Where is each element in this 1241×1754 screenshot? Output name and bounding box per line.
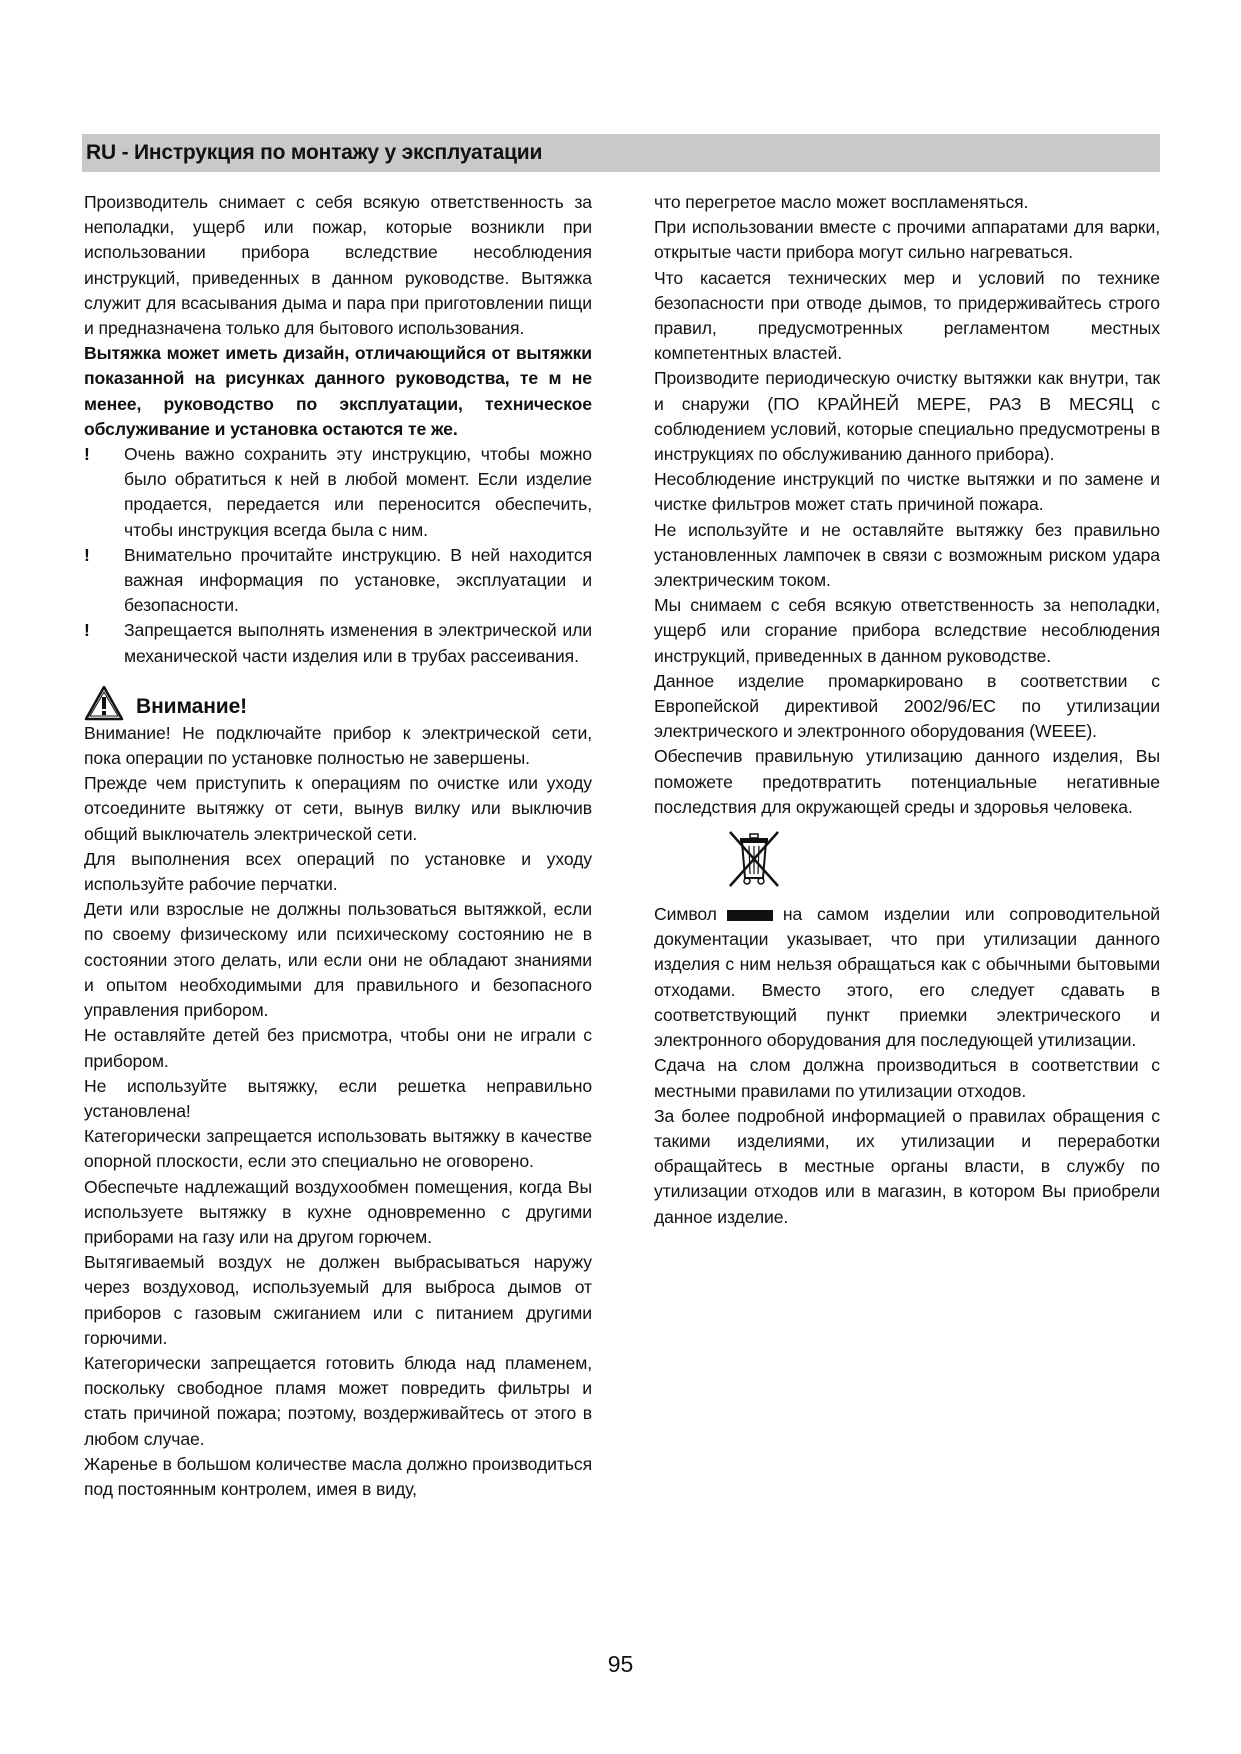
crossed-out-wheelie-bin-icon: [726, 828, 782, 890]
symbol-text: на самом изделии или сопроводительной документации указывает, что при утилизации данного изделия с ним нельзя обращаться как с обычными бытовыми отходами. Вместо этого, его следует сдавать в соответствующий пункт приемки электрического и электронного оборудования для последующей утилизации.: [654, 904, 1160, 1051]
symbol-paragraph: [654, 902, 1160, 1053]
design-notice: Вытяжка может иметь дизайн, отличающийся от вытяжки показанной на рисунках данного руководства, те м не менее, руководство по эксплуатации, техническое обслуживание и установка остаются те же.: [84, 343, 592, 439]
warning-paragraph: Внимание! Не подключайте прибор к электрической сети, пока операции по установке полностью не завершены.: [84, 722, 592, 769]
section-title: RU - Инструкция по монтажу у эксплуатации: [86, 141, 543, 164]
note-item: [84, 442, 592, 543]
right-column: [654, 190, 1160, 1230]
section-header-bar: [82, 134, 1160, 172]
intro-paragraph: Производитель снимает с себя всякую ответственность за неполадки, ущерб или пожар, которые возникли при использовании прибора вследствие несоблюдения инструкций, приведенных в данном руководстве. Вытяжка служит для всасывания дыма и пара при приготовлении пищи и предназначена только для бытового использования.: [84, 192, 592, 339]
body-paragraph: Производите периодическую очистку вытяжки как внутри, так и снаружи (ПО КРАЙНЕЙ МЕРЕ, РАЗ В МЕСЯЦ с соблюдением условий, которые специально предусмотрены в инструкциях по обслуживанию данного прибора).: [654, 368, 1160, 465]
page-number: 95: [607, 1651, 634, 1677]
warning-paragraph: Не используйте вытяжку, если решетка неправильно установлена!: [84, 1075, 592, 1121]
symbol-word: Символ: [654, 904, 717, 925]
black-bar-icon: [727, 910, 773, 921]
body-paragraph: Несоблюдение инструкций по чистке вытяжки и по замене и чистке фильтров может стать причиной пожара.: [654, 469, 1160, 515]
body-paragraph: Обеспечив правильную утилизацию данного изделия, Вы поможете предотвратить потенциальные негативные последствия для окружающей среды и здоровья человека.: [654, 746, 1160, 817]
exclamation-mark: !: [84, 620, 90, 641]
warning-paragraph: Категорически запрещается готовить блюда над пламенем, поскольку свободное пламя может повредить фильтры и стать причиной пожара; поэтому, воздерживайтесь от этого в любом случае.: [84, 1352, 592, 1449]
warning-paragraph: Обеспечьте надлежащий воздухообмен помещения, когда Вы используете вытяжку в кухне одновременно с другими приборами на газу или на другом горючем.: [84, 1176, 592, 1247]
exclamation-mark: !: [84, 544, 90, 565]
warning-paragraph: Дети или взрослые не должны пользоваться вытяжкой, если по своему физическому или психическому состоянию не в состоянии этого делать, или если они не обладают знаниями и опытом необходимыми для правильного и безопасного управления прибором.: [84, 899, 592, 1021]
exclamation-mark: !: [84, 444, 90, 465]
warning-paragraph: Для выполнения всех операций по установке и уходу используйте рабочие перчатки.: [84, 848, 592, 895]
warning-paragraph: Вытягиваемый воздух не должен выбрасываться наружу через воздуховод, используемый для выброса дымов от приборов с газовым сжиганием или с питанием другими горючими.: [84, 1252, 592, 1348]
body-paragraph: При использовании вместе с прочими аппаратами для варки, открытые части прибора могут сильно нагреваться.: [654, 217, 1160, 263]
warning-heading: [84, 681, 592, 721]
body-paragraph: За более подробной информацией о правилах обращения с такими изделиями, их утилизации и переработки обращайтесь в местные органы власти, в службу по утилизации отходов или в магазин, в котором Вы приобрели данное изделие.: [654, 1105, 1160, 1227]
body-paragraph: Данное изделие промаркировано в соответствии с Европейской директивой 2002/96/ЕС по утилизации электрического и электронного оборудования (WEEE).: [654, 670, 1160, 742]
note-text: Очень важно сохранить эту инструкцию, чтобы можно было обратиться к ней в любой момент. Если изделие продается, передается или переносится обеспечить, чтобы инструкция всегда была с ним.: [124, 444, 592, 540]
note-item: [84, 543, 592, 619]
body-paragraph: Сдача на слом должна производиться в соответствии с местными правилами по утилизации отходов.: [654, 1055, 1160, 1101]
body-paragraph: Мы снимаем с себя всякую ответственность за неполадки, ущерб или сгорание прибора вследствие несоблюдения инструкций, приведенных в данном руководстве.: [654, 595, 1160, 666]
warning-paragraph: Категорически запрещается использовать вытяжку в качестве опорной плоскости, если это специально не оговорено.: [84, 1126, 592, 1172]
warning-paragraph: Прежде чем приступить к операциям по очистке или уходу отсоедините вытяжку от сети, вынув вилку или выключив общий выключатель электрической сети.: [84, 773, 592, 844]
warning-paragraph: Жаренье в большом количестве масла должно производиться под постоянным контролем, имея в виду,: [84, 1453, 592, 1499]
body-paragraph: что перегретое масло может воспламеняться.: [654, 192, 1029, 212]
note-item: [84, 618, 592, 668]
body-paragraph: Что касается технических мер и условий по технике безопасности при отводе дымов, то придерживайтесь строго правил, предусмотренных регламентом местных компетентных властей.: [654, 267, 1160, 364]
note-text: Запрещается выполнять изменения в электрической или механической части изделия или в трубах рассеивания.: [124, 620, 592, 666]
left-column: [84, 190, 592, 1502]
warning-triangle-icon: [84, 685, 124, 721]
body-paragraph: Не используйте и не оставляйте вытяжку без правильно установленных лампочек в связи с возможным риском удара электрическим током.: [654, 519, 1160, 591]
warning-title: Внимание!: [136, 694, 248, 718]
warning-paragraph: Не оставляйте детей без присмотра, чтобы они не играли с прибором.: [84, 1025, 592, 1071]
note-text: Внимательно прочитайте инструкцию. В ней находится важная информация по установке, эксплуатации и безопасности.: [124, 544, 592, 616]
